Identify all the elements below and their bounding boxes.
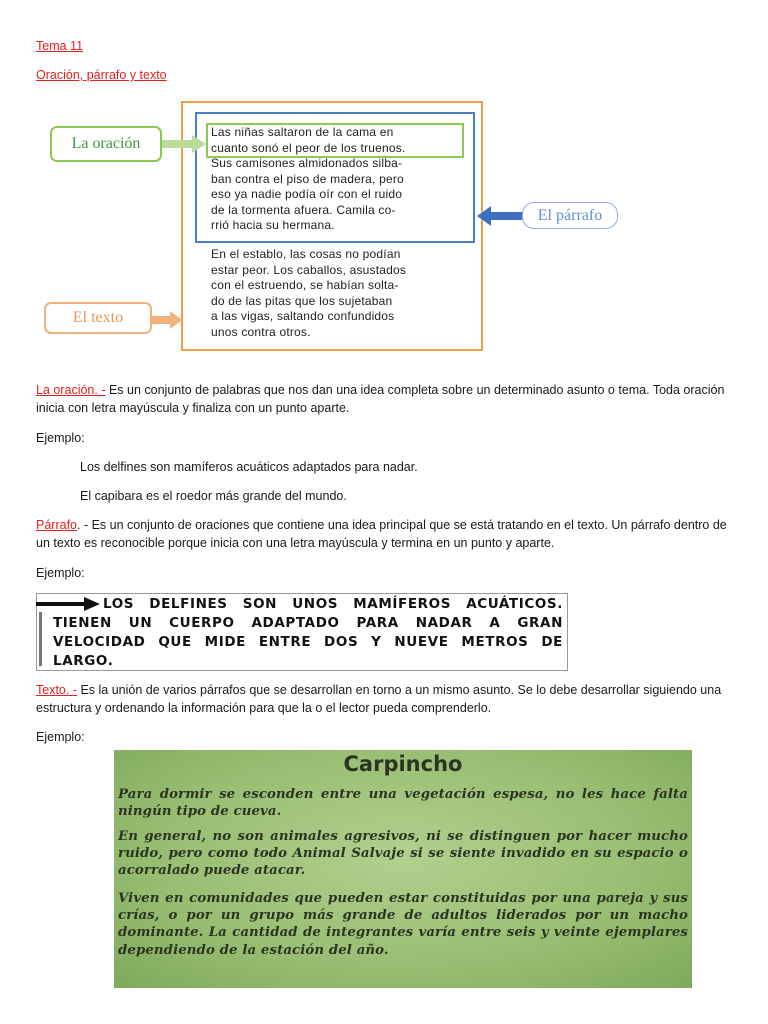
diagram-line: En el establo, las cosas no podían bbox=[211, 247, 401, 261]
diagram-paragraph-2 bbox=[211, 247, 459, 340]
text-example-figure bbox=[114, 750, 692, 988]
lesson-title: Oración, párrafo y texto bbox=[36, 68, 167, 82]
diagram-line: con el estruendo, se habían solta- bbox=[211, 278, 399, 292]
figure-title: Carpincho bbox=[343, 752, 463, 776]
example-sentence: Los delfines son mamíferos acuáticos adaptados para nadar. bbox=[80, 460, 418, 474]
definition-text: Es un conjunto de palabras que nos dan una idea completa sobre un determinado asunto o tema. Toda oración inicia con letra mayúscula y finaliza con un punto aparte. bbox=[36, 383, 725, 415]
diagram-line: Las niñas saltaron de la cama en bbox=[211, 125, 394, 139]
diagram-line: unos contra otros. bbox=[211, 324, 311, 339]
example-label: Ejemplo: bbox=[36, 431, 85, 445]
term-oracion: La oración. - bbox=[36, 383, 106, 397]
diagram-line: ban contra el piso de madera, pero bbox=[211, 171, 404, 186]
diagram-line: estar peor. Los caballos, asustados bbox=[211, 262, 407, 277]
label-texto: El texto bbox=[44, 302, 152, 334]
diagram-line: do de las pitas que los sujetaban bbox=[211, 293, 393, 308]
diagram-line: rrió hacia su hermana. bbox=[211, 218, 335, 232]
arrow-right-icon bbox=[152, 311, 182, 329]
term-texto: Texto. - bbox=[36, 683, 77, 697]
diagram-line: cuanto sonó el peor de los truenos. bbox=[211, 140, 406, 155]
diagram-line: Sus camisones almidonados silba- bbox=[211, 156, 403, 170]
label-oracion: La oración bbox=[50, 126, 162, 162]
figure-paragraph: Viven en comunidades que pueden estar constituidas por una pareja y sus crías, o por un grupo más grande de adultos liderados por un macho dominante. La cantidad de integrantes varía entre seis y veinte ejemplares dependiendo de la estación del año. bbox=[118, 891, 688, 958]
example-label: Ejemplo: bbox=[36, 566, 85, 580]
definition-parrafo bbox=[36, 516, 736, 552]
figure-paragraph: En general, no son animales agresivos, ni se distinguen por hacer mucho ruido, pero como todo Animal Salvaje si se siente invadido en su espacio o acorralado puede atacar. bbox=[118, 829, 688, 879]
arrow-right-icon bbox=[162, 135, 208, 153]
paragraph-example-figure bbox=[36, 593, 568, 671]
diagram-line: eso ya nadie podía oír con el ruido bbox=[211, 187, 403, 201]
definition-text: Es la unión de varios párrafos que se desarrollan en torno a un mismo asunto. Se lo debe desarrollar siguiendo una estructura y ordenando la información para que la o el lector pueda comprenderlo. bbox=[36, 683, 722, 715]
margin-bar bbox=[39, 612, 42, 666]
diagram-line: a las vigas, saltando confundidos bbox=[211, 309, 395, 323]
term-parrafo: Párrafo bbox=[36, 518, 77, 532]
label-parrafo: El párrafo bbox=[522, 202, 618, 229]
diagram-line: de la tormenta afuera. Camila co- bbox=[211, 202, 396, 217]
definition-texto bbox=[36, 681, 736, 717]
definition-oracion bbox=[36, 381, 736, 417]
arrow-left-icon bbox=[477, 206, 523, 226]
example-label: Ejemplo: bbox=[36, 730, 85, 744]
paragraph-example-text: LOS DELFINES SON UNOS MAMÍFEROS ACUÁTICOS. TIENEN UN CUERPO ADAPTADO PARA NADAR A GRAN VELOCIDAD QUE MIDE ENTRE DOS Y NUEVE METROS DE LARGO. bbox=[53, 596, 563, 669]
figure-paragraph: Para dormir se esconden entre una vegetación espesa, no les hace falta ningún tipo de cueva. bbox=[118, 787, 688, 820]
definition-text: . - Es un conjunto de oraciones que contiene una idea principal que se está tratando en el texto. Un párrafo dentro de un texto es reconocible porque inicia con una letra mayúscula y termina en un punto y aparte. bbox=[36, 518, 727, 550]
diagram-paragraph-1 bbox=[211, 125, 459, 234]
example-sentence: El capibara es el roedor más grande del mundo. bbox=[80, 489, 347, 503]
lesson-number: Tema 11 bbox=[36, 39, 84, 53]
